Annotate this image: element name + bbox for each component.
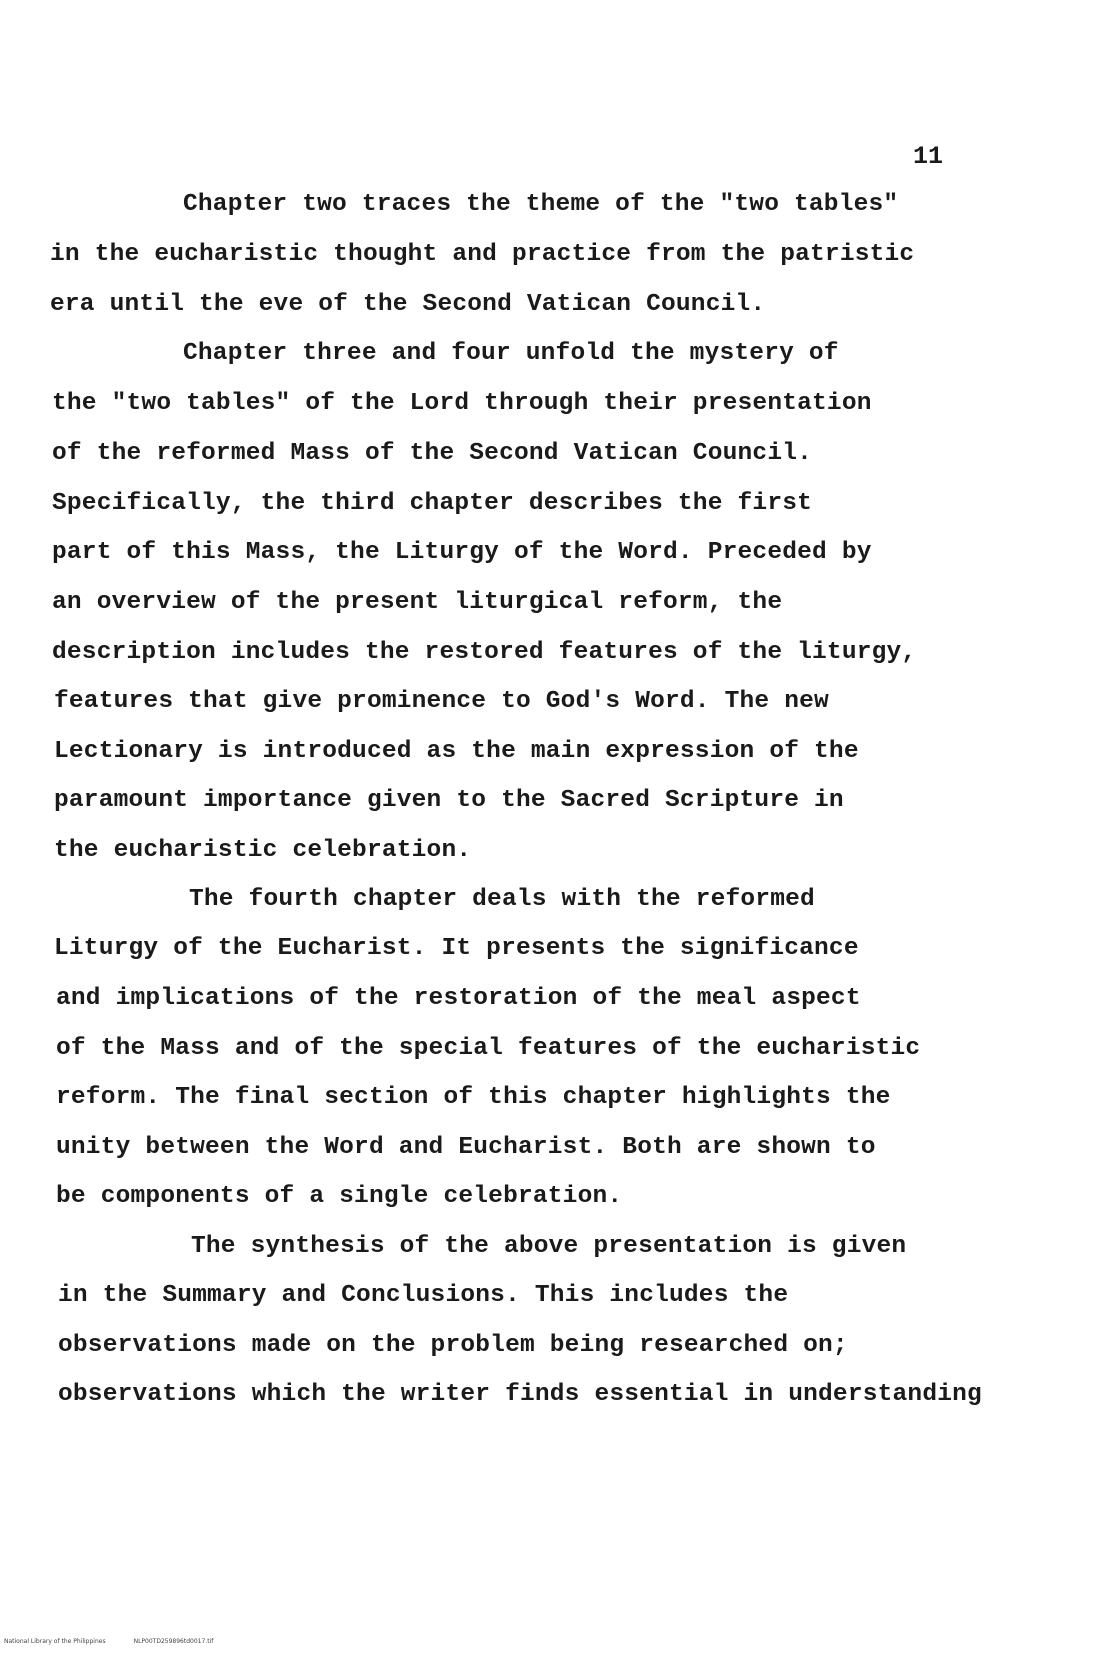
- text-line: Chapter two traces the theme of the "two tables": [183, 191, 899, 218]
- text-line: part of this Mass, the Liturgy of the Word. Preceded by: [52, 539, 872, 566]
- text-line: paramount importance given to the Sacred Scripture in: [54, 787, 844, 814]
- text-line: the "two tables" of the Lord through their presentation: [52, 390, 872, 417]
- text-line: Specifically, the third chapter describes the first: [52, 490, 813, 517]
- text-line: an overview of the present liturgical reform, the: [52, 589, 783, 616]
- text-line: of the reformed Mass of the Second Vatican Council.: [52, 440, 813, 467]
- text-line: Lectionary is introduced as the main expression of the: [54, 738, 859, 765]
- text-line: era until the eve of the Second Vatican Council.: [50, 291, 766, 318]
- text-line: in the Summary and Conclusions. This includes the: [58, 1282, 789, 1309]
- footer-library: National Library of the Philippines: [4, 1638, 106, 1645]
- text-line: The synthesis of the above presentation is given: [191, 1233, 907, 1260]
- text-line: Chapter three and four unfold the mystery of: [183, 340, 839, 367]
- text-line: observations made on the problem being researched on;: [58, 1332, 848, 1359]
- text-line: of the Mass and of the special features of the eucharistic: [56, 1035, 921, 1062]
- page-number: 11: [913, 142, 944, 171]
- text-line: in the eucharistic thought and practice from the patristic: [50, 241, 915, 268]
- text-line: and implications of the restoration of the meal aspect: [56, 985, 861, 1012]
- text-line: observations which the writer finds essential in understanding: [58, 1381, 982, 1408]
- footer-code: NLP00TD259896td0017.tif: [133, 1638, 214, 1645]
- text-line: unity between the Word and Eucharist. Both are shown to: [56, 1134, 876, 1161]
- text-line: the eucharistic celebration.: [54, 837, 472, 864]
- text-line: be components of a single celebration.: [56, 1183, 623, 1210]
- scan-footer: [4, 1638, 213, 1645]
- text-line: description includes the restored features of the liturgy,: [52, 639, 917, 666]
- text-line: The fourth chapter deals with the reformed: [189, 886, 815, 913]
- text-line: reform. The final section of this chapter highlights the: [56, 1084, 891, 1111]
- text-line: features that give prominence to God's Word. The new: [54, 688, 829, 715]
- text-line: Liturgy of the Eucharist. It presents the significance: [54, 935, 859, 962]
